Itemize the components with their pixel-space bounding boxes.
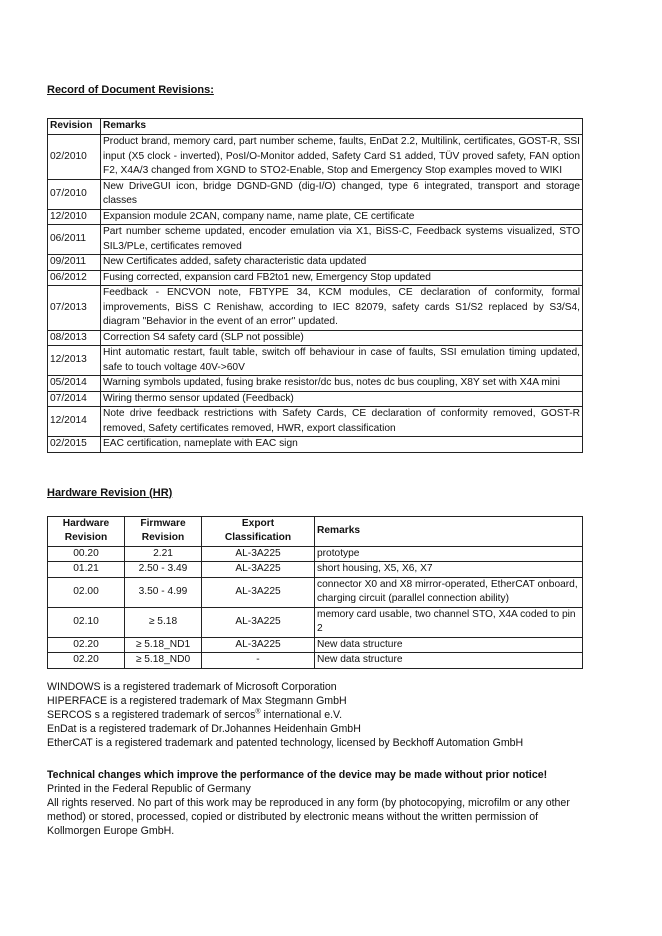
header-line: Revision: [141, 532, 185, 543]
revision-date: 12/2010: [48, 209, 101, 225]
trademark-windows: WINDOWS is a registered trademark of Microsoft Corporation: [47, 680, 337, 693]
table-row: [48, 562, 583, 578]
technical-changes-notice: Technical changes which improve the performance of the device may be made without prior notice!: [47, 768, 548, 781]
revision-date: 07/2010: [48, 179, 101, 209]
revision-record-table: [47, 118, 583, 453]
revision-remarks: Product brand, memory card, part number scheme, faults, EnDat 2.2, Multilink, certificates, GOST-R, SSI input (X5 clock - inverted), PosI/O-Monitor added, Safety Card S1 added, TÜV proved safety, FAN option F2, X4A/3 changed from XGND to STO2-Enable, Stop and Emergency Stop examples moved to WIKI: [101, 135, 583, 180]
revision-date: 02/2010: [48, 135, 101, 180]
hardware-revision-cell: 02.20: [48, 637, 125, 653]
table-row: [48, 407, 583, 437]
table-row: [48, 546, 583, 562]
table-row: [48, 330, 583, 346]
revision-date: 12/2014: [48, 407, 101, 437]
revision-remarks: New Certificates added, safety characteristic data updated: [101, 255, 583, 271]
firmware-revision-header: [125, 516, 202, 546]
legal-notice: [47, 768, 582, 838]
export-classification-cell: AL-3A225: [202, 637, 315, 653]
export-classification-cell: -: [202, 653, 315, 669]
firmware-revision-cell: 3.50 - 4.99: [125, 577, 202, 607]
firmware-revision-cell: ≥ 5.18: [125, 607, 202, 637]
table-row: [48, 286, 583, 331]
revision-date: 09/2011: [48, 255, 101, 271]
hardware-revision-title: Hardware Revision (HR): [47, 486, 173, 499]
revision-date: 08/2013: [48, 330, 101, 346]
remarks-cell: connector X0 and X8 mirror-operated, EtherCAT onboard, charging circuit (parallel connection ability): [315, 577, 583, 607]
firmware-revision-cell: ≥ 5.18_ND0: [125, 653, 202, 669]
hardware-revision-cell: 02.10: [48, 607, 125, 637]
table-row: [48, 270, 583, 286]
firmware-revision-cell: 2.21: [125, 546, 202, 562]
table-row: [48, 346, 583, 376]
revision-date: 05/2014: [48, 376, 101, 392]
header-line: Hardware: [62, 517, 110, 529]
hardware-revision-cell: 02.20: [48, 653, 125, 669]
hardware-revision-table: [47, 516, 583, 669]
revision-date: 12/2013: [48, 346, 101, 376]
table-row: [48, 376, 583, 392]
revision-date: 07/2014: [48, 391, 101, 407]
table-row: [48, 209, 583, 225]
revision-remarks: New DriveGUI icon, bridge DGND-GND (dig-I/O) changed, type 6 integrated, transport and storage classes: [101, 179, 583, 209]
revision-remarks: Wiring thermo sensor updated (Feedback): [101, 391, 583, 407]
remarks-cell: memory card usable, two channel STO, X4A coded to pin 2: [315, 607, 583, 637]
rights-notice: All rights reserved. No part of this work may be reproduced in any form (by photocopying, microfilm or any other method) or stored, processed, copied or distributed by electronic means without the written permission of Kollmorgen Europe GmbH.: [47, 796, 570, 837]
remarks-cell: New data structure: [315, 637, 583, 653]
header-line: Firmware: [140, 517, 186, 529]
hardware-revision-header: [48, 516, 125, 546]
revision-remarks: Note drive feedback restrictions with Safety Cards, CE declaration of conformity removed, GOST-R removed, Safety certificates removed, HWR, export classification: [101, 407, 583, 437]
trademark-endat: EnDat is a registered trademark of Dr.Johannes Heidenhain GmbH: [47, 722, 361, 735]
table-row: [48, 607, 583, 637]
hardware-revision-cell: 01.21: [48, 562, 125, 578]
table-row: [48, 637, 583, 653]
table-row: [48, 225, 583, 255]
header-line: Classification: [224, 532, 292, 543]
revision-remarks: Hint automatic restart, fault table, switch off behaviour in case of faults, SSI emulation timing updated, safe to touch voltage 40V->60V: [101, 346, 583, 376]
header-line: Revision: [64, 532, 108, 543]
trademark-sercos-text-end: international e.V.: [260, 708, 343, 721]
registered-mark: ®: [255, 707, 261, 715]
revision-date: 06/2012: [48, 270, 101, 286]
printed-in-notice: Printed in the Federal Republic of Germany: [47, 782, 251, 795]
table-row: [48, 391, 583, 407]
header-line: Export: [241, 517, 275, 529]
export-classification-cell: AL-3A225: [202, 607, 315, 637]
revision-remarks: Fusing corrected, expansion card FB2to1 new, Emergency Stop updated: [101, 270, 583, 286]
remarks-cell: prototype: [315, 546, 583, 562]
revision-remarks: Feedback - ENCVON note, FBTYPE 34, KCM modules, CE declaration of conformity, formal improvements, BiSS C Renishaw, according to IEC 82079, safety cards S1/S2 replaced by S3/S4, diagram "Behavior in the event of an error" updated.: [101, 286, 583, 331]
trademark-sercos-text: SERCOS s a registered trademark of sercos: [47, 708, 256, 721]
trademark-ethercat: EtherCAT is a registered trademark and patented technology, licensed by Beckhoff Automation GmbH: [47, 736, 524, 749]
firmware-revision-cell: 2.50 - 3.49: [125, 562, 202, 578]
document-page: [47, 84, 582, 838]
table-row: [48, 255, 583, 271]
revision-date: 06/2011: [48, 225, 101, 255]
remarks-cell: short housing, X5, X6, X7: [315, 562, 583, 578]
hardware-revision-section: [47, 487, 582, 669]
remarks-cell: New data structure: [315, 653, 583, 669]
export-classification-cell: AL-3A225: [202, 577, 315, 607]
revision-remarks: Part number scheme updated, encoder emulation via X1, BiSS-C, Feedback systems visualized, STO SIL3/PLe, certificates removed: [101, 225, 583, 255]
revision-remarks: Expansion module 2CAN, company name, name plate, CE certificate: [101, 209, 583, 225]
trademark-hiperface: HIPERFACE is a registered trademark of Max Stegmann GmbH: [47, 694, 347, 707]
revision-column-header: Revision: [48, 119, 101, 135]
revision-record-title: Record of Document Revisions:: [47, 84, 214, 96]
table-row: [48, 179, 583, 209]
revision-remarks: Correction S4 safety card (SLP not possible): [101, 330, 583, 346]
revision-remarks: Warning symbols updated, fusing brake resistor/dc bus, notes dc bus coupling, X8Y set with X4A mini: [101, 376, 583, 392]
table-row: [48, 135, 583, 180]
trademark-notices: [47, 680, 582, 750]
table-row: [48, 577, 583, 607]
firmware-revision-cell: ≥ 5.18_ND1: [125, 637, 202, 653]
export-classification-header: [202, 516, 315, 546]
export-classification-cell: AL-3A225: [202, 546, 315, 562]
table-header-row: [48, 516, 583, 546]
hardware-revision-cell: 02.00: [48, 577, 125, 607]
revision-remarks: EAC certification, nameplate with EAC sign: [101, 437, 583, 453]
table-row: [48, 437, 583, 453]
revision-date: 07/2013: [48, 286, 101, 331]
table-header-row: [48, 119, 583, 135]
revision-date: 02/2015: [48, 437, 101, 453]
hardware-revision-cell: 00.20: [48, 546, 125, 562]
trademark-sercos: [47, 708, 582, 722]
remarks-column-header: Remarks: [101, 119, 583, 135]
export-classification-cell: AL-3A225: [202, 562, 315, 578]
table-row: [48, 653, 583, 669]
remarks-column-header: Remarks: [315, 516, 583, 546]
